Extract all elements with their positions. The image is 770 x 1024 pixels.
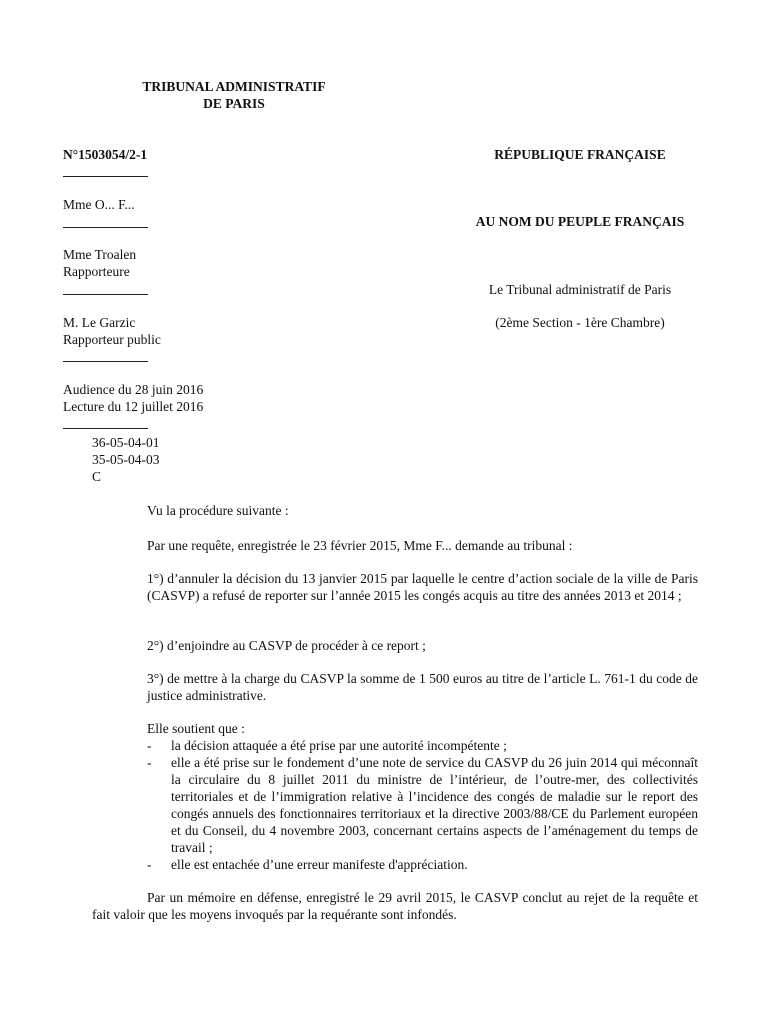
rapporteur-role: Rapporteure bbox=[63, 264, 130, 279]
list-item-text: elle a été prise sur le fondement d’une note de service du CASVP du 26 juin 2014 qui méconnaît la circulaire du 8 juillet 2011 du ministre de l’intérieur, de l’outre-mer, des collectivités territoriales et de l’immigration relative à l’incidence des congés de maladie sur le report des congés annuels des fonctionnaires territoriaux et la directive 2003/88/CE du Parlement européen et du Conseil, du 4 novembre 2003, concernant certains aspects de l’aménagement du temps de travail ; bbox=[171, 755, 698, 855]
case-number: N°1503054/2-1 bbox=[63, 147, 148, 162]
list-item bbox=[147, 754, 698, 856]
rapporteur-name: Mme Troalen bbox=[63, 247, 137, 262]
public-rapporteur-role: Rapporteur public bbox=[63, 332, 161, 347]
tribunal-line: Le Tribunal administratif de Paris bbox=[488, 282, 672, 297]
republic-heading: RÉPUBLIQUE FRANÇAISE bbox=[494, 147, 666, 162]
bullet-marker: - bbox=[147, 857, 152, 872]
claim-3: 3°) de mettre à la charge du CASVP la somme de 1 500 euros au titre de l’article L. 761-1 du code de justice administrative. bbox=[147, 671, 698, 703]
code-line: 36-05-04-01 bbox=[92, 435, 160, 450]
court-name-line2: DE PARIS bbox=[203, 96, 265, 111]
claim-1: 1°) d’annuler la décision du 13 janvier 2015 par laquelle le centre d’action sociale de la ville de Paris (CASVP) a refusé de reporter sur l’année 2015 les congés acquis au titre des années 2013 et 2014 ; bbox=[147, 571, 698, 603]
code-line: 35-05-04-03 bbox=[92, 452, 160, 467]
defense-paragraph: Par un mémoire en défense, enregistré le 29 avril 2015, le CASVP conclut au rejet de la requête et fait valoir que les moyens invoqués par la requérante sont infondés. bbox=[92, 890, 698, 922]
list-item bbox=[147, 856, 698, 873]
plaintiff-name: Mme O... F... bbox=[63, 197, 135, 212]
request-intro: Par une requête, enregistrée le 23 février 2015, Mme F... demande au tribunal : bbox=[147, 538, 573, 553]
divider bbox=[63, 294, 148, 295]
arguments-intro: Elle soutient que : bbox=[147, 721, 245, 736]
procedure-intro: Vu la procédure suivante : bbox=[147, 503, 289, 518]
divider bbox=[63, 361, 148, 362]
rapporteur bbox=[63, 246, 136, 280]
classification-codes bbox=[92, 434, 160, 485]
list-item bbox=[147, 737, 698, 754]
claim-2: 2°) d’enjoindre au CASVP de procéder à ce report ; bbox=[147, 638, 426, 653]
audience-date: Audience du 28 juin 2016 bbox=[63, 382, 204, 397]
court-name bbox=[100, 78, 368, 112]
divider bbox=[63, 176, 148, 177]
bullet-marker: - bbox=[147, 755, 152, 770]
divider bbox=[63, 428, 148, 429]
hearing-dates bbox=[63, 381, 203, 415]
divider bbox=[63, 227, 148, 228]
bullet-marker: - bbox=[147, 738, 152, 753]
public-rapporteur-name: M. Le Garzic bbox=[63, 315, 136, 330]
lecture-date: Lecture du 12 juillet 2016 bbox=[63, 399, 204, 414]
public-rapporteur bbox=[63, 314, 161, 348]
code-line: C bbox=[92, 469, 102, 484]
people-heading: AU NOM DU PEUPLE FRANÇAIS bbox=[475, 214, 685, 229]
list-item-text: la décision attaquée a été prise par une autorité incompétente ; bbox=[171, 738, 507, 753]
section-line: (2ème Section - 1ère Chambre) bbox=[495, 315, 665, 330]
court-name-line1: TRIBUNAL ADMINISTRATIF bbox=[142, 79, 326, 94]
arguments-list bbox=[147, 737, 698, 873]
list-item-text: elle est entachée d’une erreur manifeste d'appréciation. bbox=[171, 857, 468, 872]
